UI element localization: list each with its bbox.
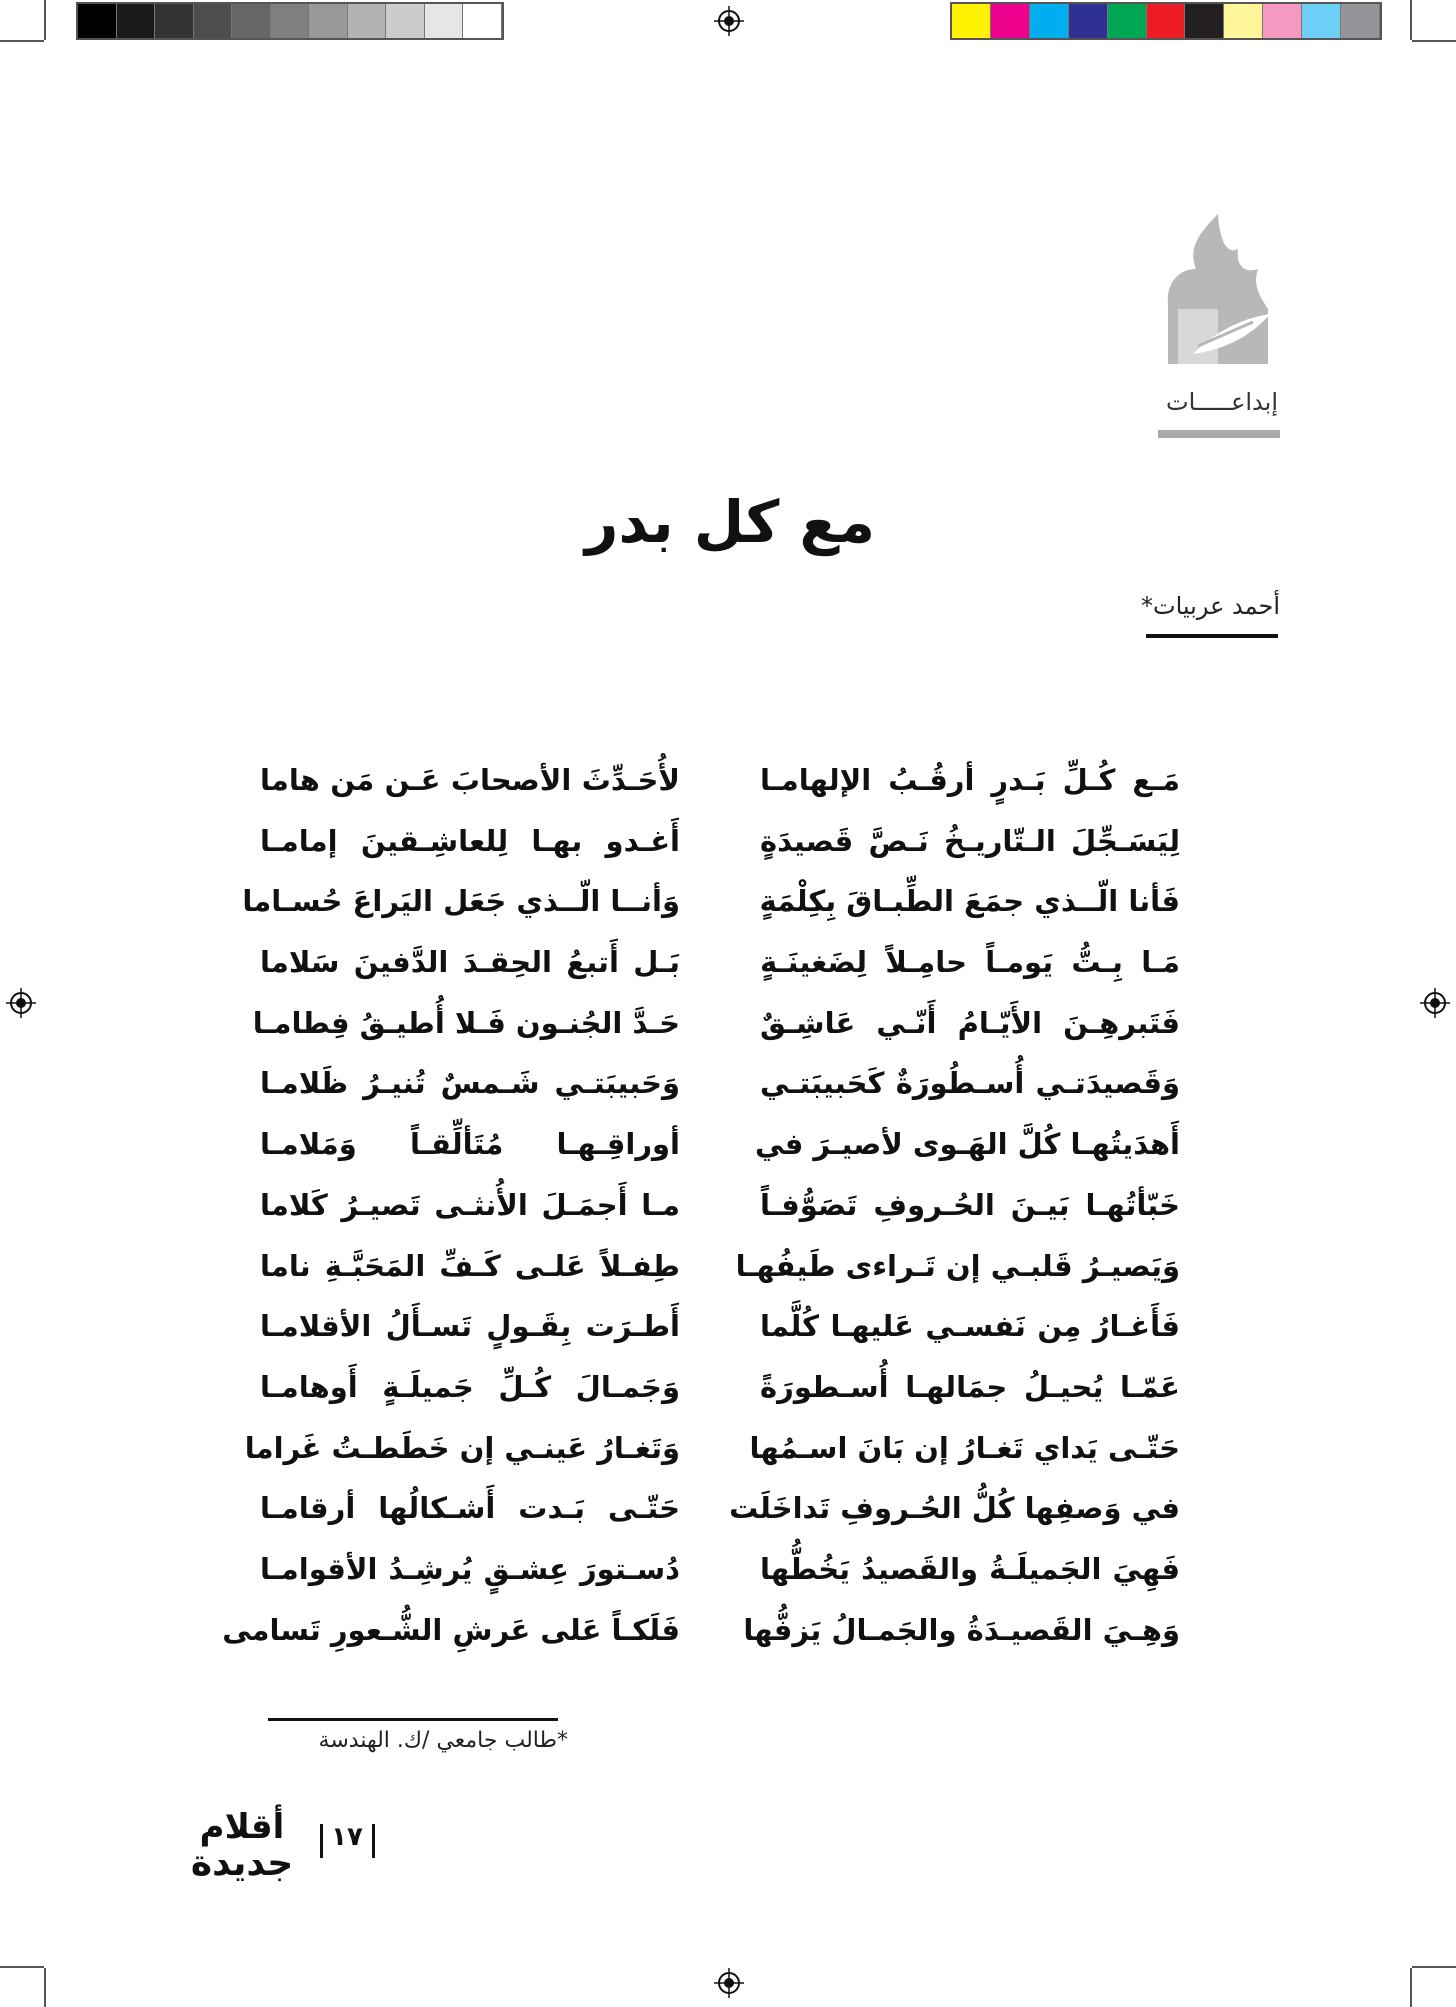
publication-logo-line2: جديدة xyxy=(190,1843,294,1884)
page-number: ١٧ xyxy=(331,1822,363,1852)
verse-row xyxy=(240,1175,1180,1236)
verse-first-hemistich: وَيَصيـرُ قَلبـي إن تَـراءى طَيفُهـا xyxy=(735,1248,1180,1283)
verse-row xyxy=(240,1296,1180,1357)
verse-first-hemistich: فَتَبرهِـنَ الأَيّـامُ أَنّـي عَاشِـقٌ xyxy=(760,1005,1180,1040)
crop-mark xyxy=(0,40,44,42)
footnote-divider xyxy=(268,1718,558,1721)
verse-first-hemistich: فَأَغـارُ مِن نَفسـي عَليهـا كُلَّما xyxy=(760,1309,1180,1344)
color-swatch xyxy=(271,4,310,38)
registration-mark-icon xyxy=(714,6,744,36)
verse-row xyxy=(240,1053,1180,1114)
quill-emblem-icon xyxy=(1158,214,1284,374)
author-divider xyxy=(1146,634,1278,638)
verse-first-hemistich: حَتّـى يَداي تَغـارُ إن بَانَ اسـمُها xyxy=(749,1430,1180,1465)
verse-second-hemistich: بَـل أَتبعُ الحِقـدَ الدَّفينَ سَلاما xyxy=(260,945,680,980)
verse-second-hemistich: مـا أَجمَـلَ الأُنثـى تَصيـرُ كَلاما xyxy=(260,1187,680,1222)
verse-second-hemistich: حَتّـى بَـدت أَشـكالُها أرقامـا xyxy=(260,1491,680,1526)
publication-logo-line1: أقلام xyxy=(199,1807,285,1847)
verse-second-hemistich: وَأنــا الّــذي جَعَل اليَراعَ حُسـاما xyxy=(242,884,680,919)
publication-logo xyxy=(176,1807,308,1886)
registration-mark-icon xyxy=(714,1968,744,1998)
verse-second-hemistich: أوراقِـهـا مُتَألِّقـاً وَمَلامـا xyxy=(260,1127,680,1162)
verse-second-hemistich: أَغـدو بهـا لِلعاشِـقينَ إمامـا xyxy=(260,823,680,858)
verse-first-hemistich: مَـع كُـلِّ بَـدرٍ أرقُـبُ الإلهامـا xyxy=(760,763,1180,797)
verse-second-hemistich: طِفـلاً عَلـى كَـفِّ المَحَبَّـةِ ناما xyxy=(260,1248,680,1283)
crop-mark xyxy=(0,1966,44,1968)
color-swatch xyxy=(1185,4,1224,38)
verse-row xyxy=(240,1539,1180,1600)
verse-row xyxy=(240,1357,1180,1418)
color-swatch xyxy=(117,4,156,38)
verse-first-hemistich: أَهدَيتُهـا كُلَّ الهَـوى لأصيـرَ في xyxy=(755,1127,1180,1162)
verse-first-hemistich: في وَصفِها كُلُّ الحُـروفِ تَداخَلَت xyxy=(729,1491,1180,1526)
verse-second-hemistich: وَحَبيبَتـي شَـمسٌ تُنيـرُ ظَلامـا xyxy=(260,1066,680,1101)
color-swatch xyxy=(952,4,991,38)
verse-second-hemistich: لأُحَـدِّثَ الأصحابَ عَـن مَن هاما xyxy=(260,763,680,797)
registration-mark-icon xyxy=(1420,988,1450,1018)
verse-second-hemistich: وَجَمـالَ كُـلِّ جَميلَـةٍ أَوهامـا xyxy=(260,1369,680,1404)
verse-second-hemistich: أَطـرَت بِقَـولٍ تَسـأَلُ الأقلامـا xyxy=(260,1309,680,1344)
color-swatch xyxy=(463,4,502,38)
verse-second-hemistich: دُسـتورَ عِشـقٍ يُرشِـدُ الأقوامـا xyxy=(260,1551,680,1586)
verse-second-hemistich: حَـدَّ الجُنـون فَـلا أُطيـقُ فِطامـا xyxy=(252,1005,680,1040)
verse-row xyxy=(222,1600,1180,1661)
color-swatch xyxy=(232,4,271,38)
process-color-bar xyxy=(950,2,1382,40)
color-swatch xyxy=(1341,4,1380,38)
color-swatch xyxy=(425,4,464,38)
color-swatch xyxy=(1302,4,1341,38)
verse-row xyxy=(240,1114,1180,1175)
color-swatch xyxy=(991,4,1030,38)
verse-first-hemistich: وَقَصيدَتـي أُسـطُورَةٌ كَحَبيبَتـي xyxy=(760,1066,1180,1101)
verse-row xyxy=(240,811,1180,872)
crop-mark xyxy=(1410,1968,1412,2007)
registration-mark-icon xyxy=(6,988,36,1018)
verse-row xyxy=(240,1418,1180,1479)
color-swatch xyxy=(78,4,117,38)
color-swatch xyxy=(386,4,425,38)
color-swatch xyxy=(1069,4,1108,38)
color-swatch xyxy=(155,4,194,38)
verse-first-hemistich: فَهِيَ الجَميلَـةُ والقَصيدُ يَخُطُّها xyxy=(760,1551,1180,1586)
poem-body xyxy=(222,750,1180,1660)
color-swatch xyxy=(1108,4,1147,38)
verse-row xyxy=(240,1236,1180,1297)
page-number-separator xyxy=(372,1824,375,1858)
verse-row xyxy=(240,871,1180,932)
crop-mark xyxy=(1410,0,1412,40)
section-divider xyxy=(1158,430,1280,438)
verse-first-hemistich: مَـا بِـتُّ يَومـاً حامِـلاً لِضَغينَـةٍ xyxy=(760,945,1180,980)
verse-row xyxy=(240,1478,1180,1539)
footnote: *طالب جامعي /ك. الهندسة xyxy=(318,1728,568,1753)
color-swatch xyxy=(1263,4,1302,38)
color-swatch xyxy=(1147,4,1186,38)
verse-first-hemistich: لِيَسَـجِّلَ الـتّاريـخُ نَـصَّ قَصيدَةٍ xyxy=(760,823,1180,858)
poem-title: مع كل بدر xyxy=(584,488,876,556)
verse-row xyxy=(240,993,1180,1054)
author-name: أحمد عربيات* xyxy=(1141,592,1280,620)
verse-second-hemistich: فَلَكـاً عَلى عَرشِ الشُّـعورِ تَسامى xyxy=(222,1612,680,1647)
grayscale-color-bar xyxy=(76,2,504,40)
section-label: إبداعـــــات xyxy=(1166,388,1278,416)
verse-row xyxy=(240,932,1180,993)
color-swatch xyxy=(1030,4,1069,38)
verse-first-hemistich: وَهِـيَ القَصيـدَةُ والجَمـالُ يَزفُّها xyxy=(743,1612,1180,1647)
verse-first-hemistich: فَأنا الّــذي جمَعَ الطِّبـاقَ بِكِلْمَةٍ xyxy=(759,884,1180,919)
color-swatch xyxy=(194,4,233,38)
color-swatch xyxy=(1224,4,1263,38)
crop-mark xyxy=(44,0,46,40)
color-swatch xyxy=(309,4,348,38)
crop-mark xyxy=(1412,1966,1456,1968)
crop-mark xyxy=(1412,40,1456,42)
verse-first-hemistich: خَبّأتُهـا بَيـنَ الحُـروفِ تَصَوُّفـاً xyxy=(760,1187,1180,1222)
verse-row xyxy=(240,750,1180,811)
color-swatch xyxy=(348,4,387,38)
verse-second-hemistich: وَتَغـارُ عَينـي إن خَطَطـتُ غَراما xyxy=(244,1430,680,1465)
crop-mark xyxy=(44,1968,46,2007)
verse-first-hemistich: عَمّـا يُحيـلُ جمَالهـا أُسـطورَةً xyxy=(760,1369,1180,1404)
